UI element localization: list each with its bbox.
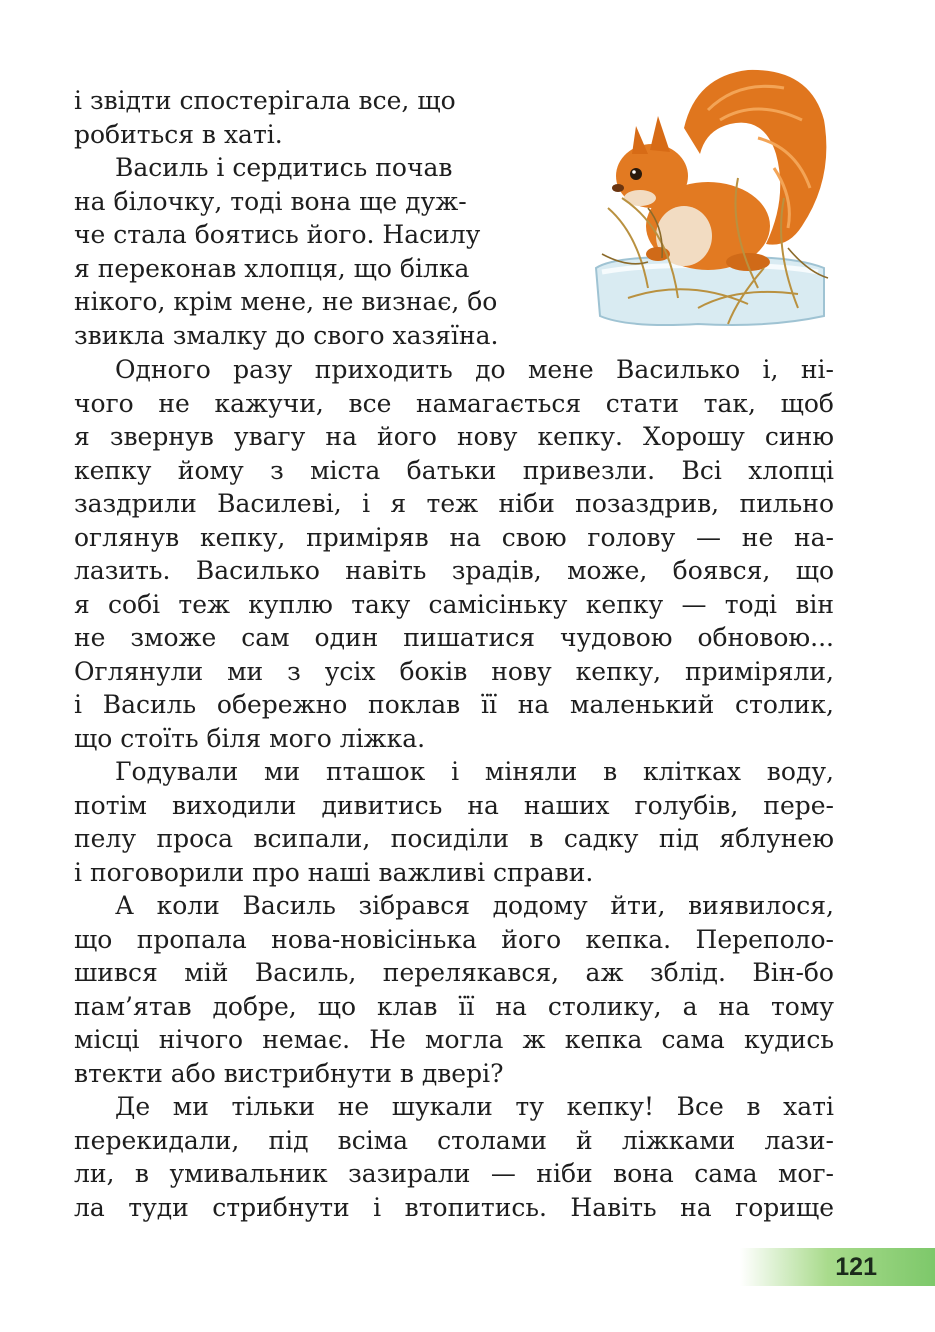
squirrel-icon bbox=[588, 58, 838, 330]
top-text-block bbox=[74, 84, 574, 352]
text-line: звикла змалку до свого хазяїна. bbox=[74, 320, 499, 350]
text-line: нікого, крім мене, не визнає, бо bbox=[74, 287, 498, 316]
text-line: робиться в хаті. bbox=[74, 119, 283, 149]
text-line: пелу проса всипали, посиділи в садку під яблунею bbox=[74, 824, 834, 853]
text-line: Оглянули ми з усіх боків нову кепку, приміряли, bbox=[74, 656, 834, 686]
text-line: перекидали, під всіма столами й ліжками лази- bbox=[74, 1125, 834, 1155]
text-line: Де ми тільки не шукали ту кепку! Все в хаті bbox=[115, 1092, 834, 1121]
text-line: оглянув кепку, приміряв на свою голову — не на- bbox=[74, 522, 834, 552]
page-number: 121 bbox=[835, 1253, 877, 1281]
text-line: місці нічого немає. Не могла ж кепка сама кудись bbox=[74, 1025, 834, 1054]
text-line: і поговорили про наші важливі справи. bbox=[74, 857, 594, 887]
page-number-tab bbox=[740, 1248, 935, 1286]
text-line: ла туди стрибнути і втопитись. Навіть на горище bbox=[74, 1192, 834, 1222]
text-line: шився мій Василь, перелякався, аж зблід. Він-бо bbox=[74, 958, 834, 987]
text-line: чого не кажучи, все намагається стати так, щоб bbox=[74, 388, 834, 418]
text-line: пам’ятав добре, що клав її на столику, а на тому bbox=[74, 991, 834, 1021]
text-line: Годували ми пташок і міняли в клітках воду, bbox=[115, 757, 834, 786]
text-line: потім виходили дивитись на наших голубів, пере- bbox=[74, 790, 834, 820]
text-line: Одного разу приходить до мене Василько і, ні- bbox=[115, 355, 834, 384]
text-line: і Василь обережно поклав її на маленький столик, bbox=[74, 690, 834, 719]
text-line: заздрили Василеві, і я теж ніби позаздрив, пильно bbox=[74, 489, 834, 518]
text-line: я переконав хлопця, що білка bbox=[74, 253, 470, 283]
text-line: Василь і сердитись почав bbox=[115, 153, 453, 182]
text-line: А коли Василь зібрався додому йти, виявилося, bbox=[115, 891, 834, 920]
text-line: че стала боятись його. Насилу bbox=[74, 220, 481, 249]
squirrel-illustration bbox=[588, 58, 838, 330]
main-text-block bbox=[74, 353, 834, 1224]
text-line: ли, в умивальник зазирали — ніби вона сама мог- bbox=[74, 1159, 834, 1188]
text-line: втекти або вистрибнути в двері? bbox=[74, 1058, 504, 1088]
text-line: і звідти спостерігала все, що bbox=[74, 86, 456, 115]
text-line: на білочку, тоді вона ще дуж- bbox=[74, 186, 467, 216]
text-line: що стоїть біля мого ліжка. bbox=[74, 723, 426, 753]
text-line: я собі теж куплю таку самісіньку кепку — тоді він bbox=[74, 589, 834, 619]
text-line: що пропала нова-новісінька його кепка. Переполо- bbox=[74, 924, 834, 954]
text-line: не зможе сам один пишатися чудовою обновою... bbox=[74, 623, 834, 652]
text-line: лазить. Василько навіть зрадів, може, боявся, що bbox=[74, 556, 834, 585]
text-line: я звернув увагу на його нову кепку. Хорошу синю bbox=[74, 422, 834, 451]
text-line: кепку йому з міста батьки привезли. Всі хлопці bbox=[74, 455, 834, 485]
